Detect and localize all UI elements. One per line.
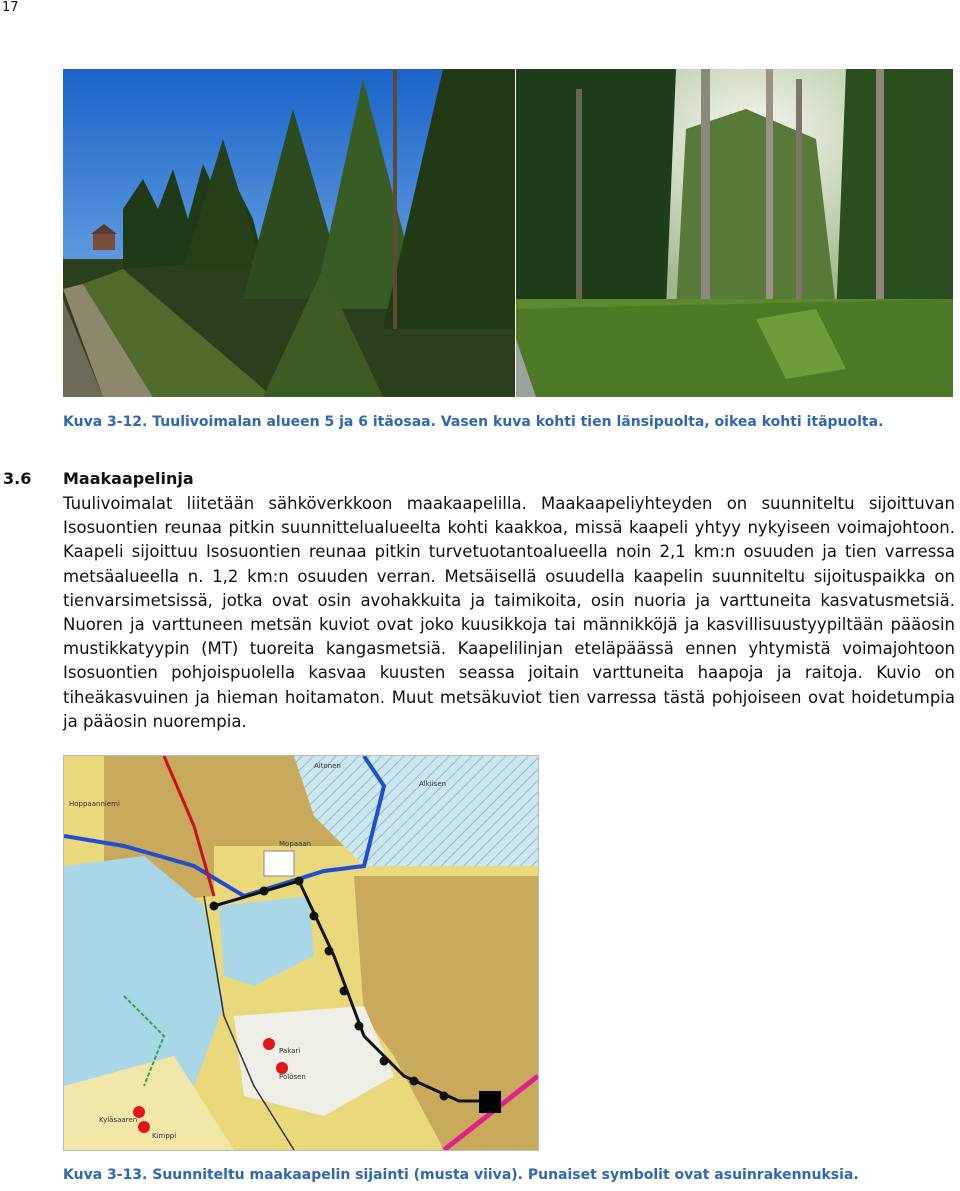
photo-caption: Kuva 3-12. Tuulivoimalan alueen 5 ja 6 itäosaa. Vasen kuva kohti tien länsipuolta, oikea kohti itäpuolta. (63, 414, 884, 430)
section-number: 3.6 (3, 469, 32, 488)
map-cable-marker (325, 947, 334, 956)
map-label-hoppaanniemi: Hoppaanniemi (69, 800, 120, 808)
map-cable-marker (355, 1022, 364, 1031)
map-cable-marker (440, 1092, 449, 1101)
photo-pair (63, 69, 953, 397)
page-number: 17 (2, 0, 19, 15)
map-building (264, 851, 294, 876)
map-label-alkiisen: Alkiisen (419, 780, 447, 788)
map-label-kimppi: Kimppi (152, 1132, 177, 1140)
cable-route-map (63, 755, 539, 1151)
map-cable-marker (310, 912, 319, 921)
map-label-aitonen: Aitonen (314, 762, 341, 770)
map-cable-marker (380, 1057, 389, 1066)
section-heading (3, 469, 194, 488)
map-cable-marker (210, 902, 219, 911)
section-body: Tuulivoimalat liitetään sähköverkkoon maakaapelilla. Maakaapeliyhteyden on suunniteltu sijoittuvan Isosuontien reunaa pitkin suunnittelualueelta kohti kaakkoa, missä kaapeli yhtyy nykyiseen voimajohtoon. Kaapeli sijoittuu Isosuontien reunaa pitkin turvetuotantoalueella noin 2,1 km:n osuuden ja tien varressa metsäalueella n. 1,2 km:n osuuden verran. Metsäisellä osuudella kaapelin suunniteltu sijoituspaikka on tienvarsimetsissä, jotka ovat osin avohakkuita ja taimikoita, osin nuoria ja varttuneita kasvatusmetsiä. Nuoren ja varttuneen metsän kuviot ovat joko kuusikkoja tai männikköjä ja kasvillisuustyypiltään pääosin mustikkatyypin (MT) tuoreita kangasmetsiä. Kaapelilinjan eteläpäässä ennen yhtymistä voimajohtoon Isosuontien pohjoispuolella kasvaa kuusten seassa joitain varttuneita haapoja ja raitoja. Kuvio on tiheäkasvuinen ja hieman hoitamaton. Muut metsäkuviot tien varressa tästä pohjoiseen ovat hoidetumpia ja pääosin nuorempia. (63, 494, 955, 731)
map-cable-marker (410, 1077, 419, 1086)
map-caption: Kuva 3-13. Suunniteltu maakaapelin sijainti (musta viiva). Punaiset symbolit ovat asuinrakennuksia. (63, 1167, 859, 1183)
photo-left-roadside-west (63, 69, 515, 397)
map-substation-marker (479, 1091, 501, 1113)
map-canvas (64, 756, 538, 1150)
map-cable-marker (260, 887, 269, 896)
section-title: Maakaapelinja (63, 469, 194, 488)
map-label-kylasaaren: Kyläsaaren (99, 1116, 138, 1124)
map-label-polosen: Pölösen (279, 1073, 306, 1081)
map-house-marker (138, 1121, 150, 1133)
map-label-mopaaan: Mopaaan (279, 840, 312, 848)
photo-right-roadside-east (516, 69, 953, 397)
map-label-pakari: Pakari (279, 1047, 301, 1055)
map-cable-marker (340, 987, 349, 996)
map-house-marker (263, 1038, 275, 1050)
map-cable-marker (295, 877, 304, 886)
